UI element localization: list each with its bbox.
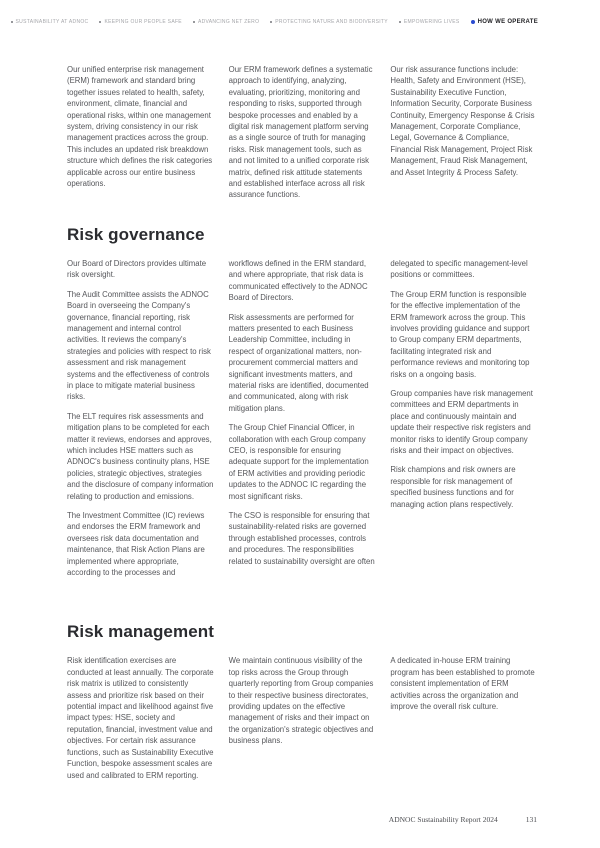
risk-governance-section bbox=[67, 258, 537, 579]
body-paragraph: Group companies have risk management committees and ERM departments in place and continuously maintain and update their respective risk registers and monitor risks to identify Group company risks and their impact on objectives. bbox=[390, 388, 533, 455]
nav-item-sustainability-at-adnoc[interactable] bbox=[11, 19, 89, 25]
body-paragraph: The CSO is responsible for ensuring that sustainability-related risks are governed through established processes, controls and procedures. The responsibilities related to sustainability oversight are often bbox=[228, 511, 375, 566]
management-column-3 bbox=[390, 655, 537, 780]
body-paragraph: A dedicated in-house ERM training program has been established to promote consistent implementation of ERM activities across the organization and improve the overall risk culture. bbox=[390, 656, 535, 712]
nav-item-label: EMPOWERING LIVES bbox=[403, 19, 460, 25]
body-paragraph: workflows defined in the ERM standard, and where appropriate, that risk data is communicated effectively to the ADNOC Board of Directors. bbox=[228, 258, 368, 303]
nav-bullet-icon bbox=[270, 21, 272, 23]
body-paragraph: Our ERM framework defines a systematic approach to identifying, analyzing, evaluating, prioritizing, monitoring and responding to risks, supported through bespoke processes and enabled by a digital risk management platform serving as a single source of truth for managing risks. Risk management tools, such as and not limited to a unified corporate risk matrix, defined risk attitude statements and established interface across all risk assurance functions. bbox=[228, 65, 373, 200]
page-footer bbox=[389, 815, 537, 824]
body-paragraph: The Audit Committee assists the ADNOC Board in overseeing the Company's governance, financial reporting, risk management and internal control activities. It reviews the company's strategies and policies with respect to risk assessment and risk management systems and the effectiveness of controls in place to mitigate material business risks. bbox=[67, 289, 211, 402]
body-paragraph: Risk identification exercises are conducted at least annually. The corporate risk matrix is utilized to consistently assess and prioritize risk based on their potential impact and likelihood against five impact types: HSE, society and reputation, financial, investment value and objectives. For certain risk assurance functions, such as Sustainability Executive Function, bespoke assessment scales are used and calibrated to ERM reporting. bbox=[67, 656, 214, 780]
body-paragraph: The Group ERM function is responsible for the effective implementation of the ERM framework across the group. This involves providing guidance and support to Group company ERM departments, facilitating integrated risk and performance reviews and monitoring top risks on a ongoing basis. bbox=[390, 289, 530, 379]
nav-item-empowering-lives[interactable] bbox=[399, 19, 460, 25]
intro-column-2 bbox=[229, 64, 376, 201]
management-column-2 bbox=[229, 655, 376, 780]
body-paragraph: Our unified enterprise risk management (ERM) framework and standard bring together issues related to health, safety, environment, climate, financial and operational risks, within one management system, driving consistency in our risk management practices across the group. This includes an updated risk breakdown structure which defines the risk categories applicable across our entire business operations. bbox=[67, 65, 213, 189]
top-nav bbox=[0, 19, 538, 25]
nav-item-keeping-our-people-safe[interactable] bbox=[99, 19, 181, 25]
body-paragraph: We maintain continuous visibility of the top risks across the Group through quarterly reporting from Group companies to their respective business directorates, providing updates on the effective management of risks and their impact on the organization's strategic objectives and business plans. bbox=[228, 656, 374, 746]
intro-section bbox=[67, 64, 537, 201]
risk-management-heading: Risk management bbox=[67, 622, 214, 642]
nav-item-label: HOW WE OPERATE bbox=[477, 19, 538, 25]
nav-item-label: KEEPING OUR PEOPLE SAFE bbox=[104, 19, 182, 25]
nav-bullet-icon bbox=[399, 21, 401, 23]
body-paragraph: delegated to specific management-level positions or committees. bbox=[390, 258, 528, 280]
nav-item-label: SUSTAINABILITY AT ADNOC bbox=[15, 19, 89, 25]
body-paragraph: Risk champions and risk owners are responsible for risk management of specified business functions and for managing action plans respectively. bbox=[390, 465, 516, 509]
report-title: ADNOC Sustainability Report 2024 bbox=[388, 815, 498, 824]
page-number: 131 bbox=[525, 815, 537, 824]
nav-item-advancing-net-zero[interactable] bbox=[193, 19, 259, 25]
nav-bullet-icon bbox=[99, 21, 101, 23]
nav-item-how-we-operate[interactable] bbox=[471, 19, 538, 25]
body-paragraph: The ELT requires risk assessments and mitigation plans to be completed for each matter it reviews, endorses and approves, which includes HSE matters such as ADNOC's business continuity plans, HSE policies, strategic objectives, strategies and the disclosure of company information relating to production and emissions. bbox=[67, 411, 214, 501]
nav-item-protecting-nature-and-biodiversity[interactable] bbox=[270, 19, 388, 25]
governance-column-3 bbox=[390, 258, 537, 579]
intro-column-1 bbox=[67, 64, 214, 201]
nav-item-label: PROTECTING NATURE AND BIODIVERSITY bbox=[275, 19, 388, 25]
nav-bullet-icon bbox=[193, 21, 195, 23]
nav-bullet-icon bbox=[11, 21, 13, 23]
nav-item-label: ADVANCING NET ZERO bbox=[197, 19, 260, 25]
risk-governance-heading: Risk governance bbox=[67, 224, 205, 244]
page-content bbox=[67, 64, 537, 781]
management-column-1 bbox=[67, 655, 214, 780]
body-paragraph: The Group Chief Financial Officer, in collaboration with each Group company CEO, is responsible for ensuring adequate support for the implementation of ERM activities and providing periodic updates to the ADNOC IC regarding the most significant risks. bbox=[228, 423, 369, 501]
body-paragraph: Our Board of Directors provides ultimate risk oversight. bbox=[67, 258, 207, 280]
intro-column-3 bbox=[390, 64, 537, 201]
body-paragraph: The Investment Committee (IC) reviews and endorses the ERM framework and oversees risk data documentation and maintenance, that Risk Action Plans are implemented where appropriate, according to the processes and bbox=[67, 511, 205, 578]
body-paragraph: Our risk assurance functions include: Health, Safety and Environment (HSE), Sustainability Executive Function, Information Security, Corporate Business Continuity, Emergency Response & Crisis Management, Corporate Compliance, Legal, Governance & Compliance, Financial Risk Management, Project Risk Management, Fraud Risk Management, and Asset Integrity & Process Safety. bbox=[390, 65, 535, 177]
governance-column-2 bbox=[229, 258, 376, 579]
governance-column-1 bbox=[67, 258, 214, 579]
body-paragraph: Risk assessments are performed for matters presented to each Business Leadership Committee, including in respect of organizational matters, non-procurement commercial matters and significant investments matters, and material risks are identified, documented and communicated, along with risk mitigation plans. bbox=[228, 312, 369, 413]
nav-bullet-dot-icon bbox=[471, 20, 475, 24]
risk-management-section bbox=[67, 655, 537, 780]
